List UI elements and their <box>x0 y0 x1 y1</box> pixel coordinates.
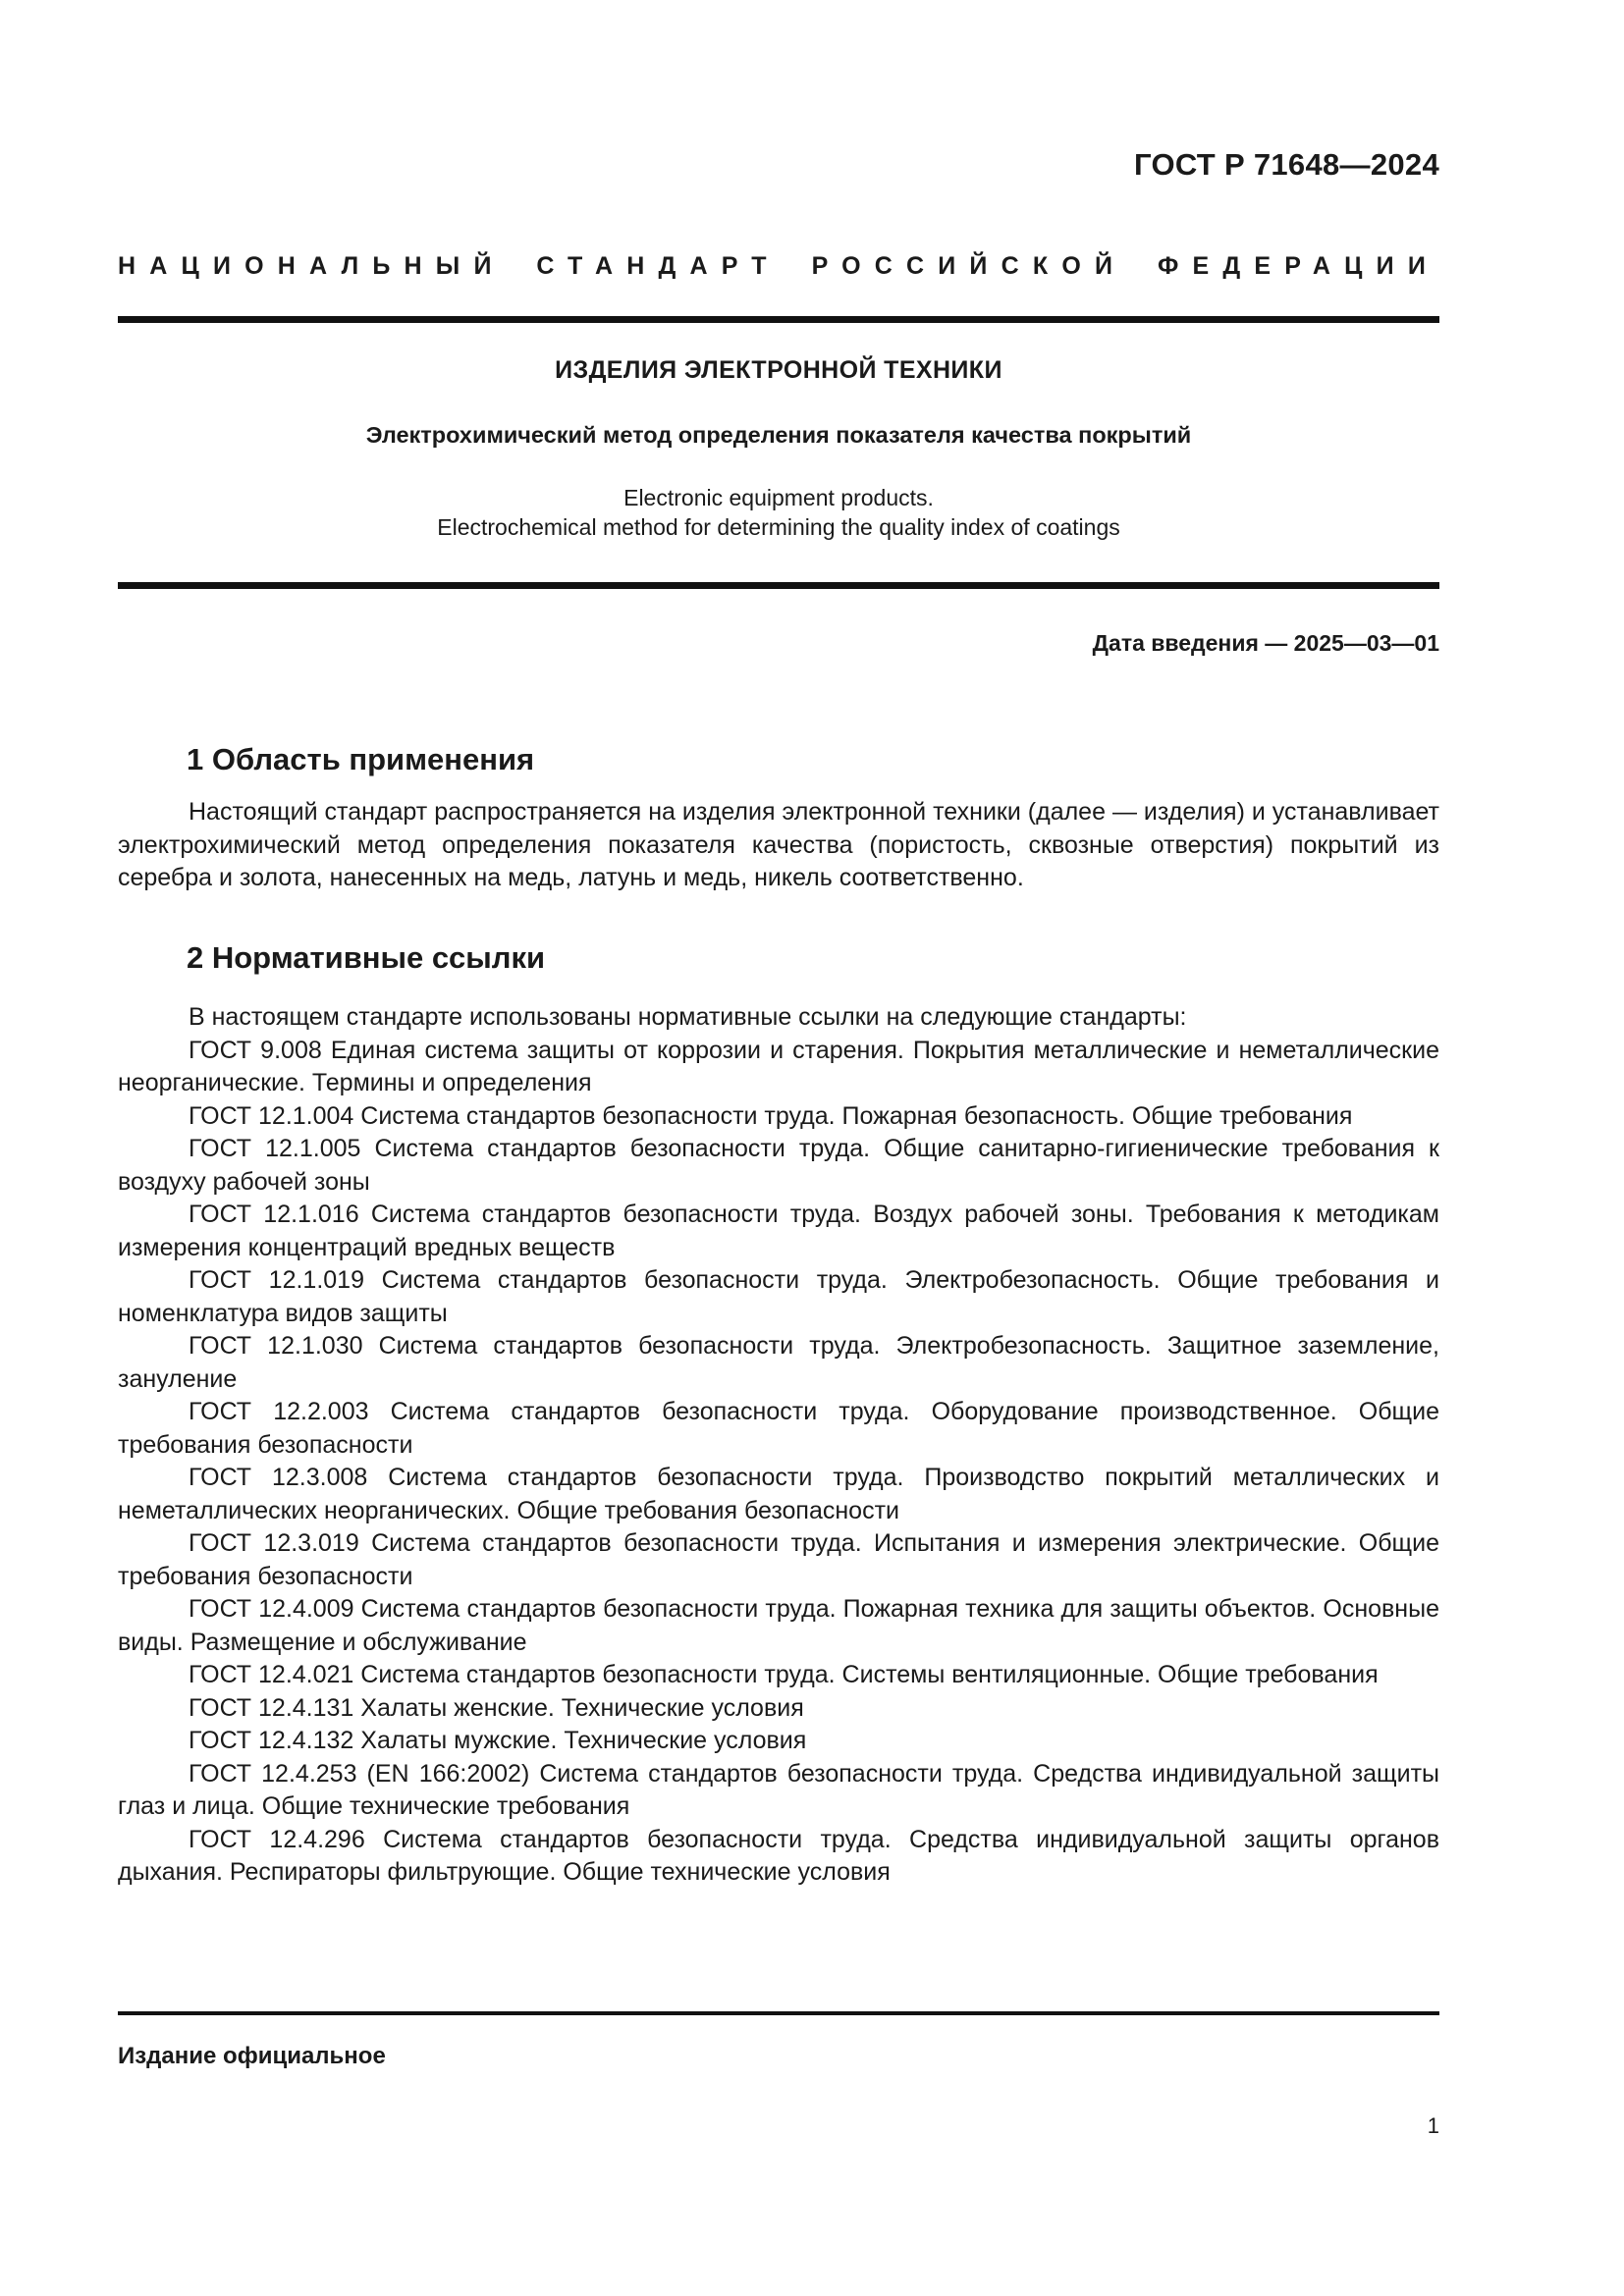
page-number: 1 <box>1427 2113 1439 2138</box>
section-1-paragraph: Настоящий стандарт распространяется на изделия электронной техники (далее — изделия) и устанавливает электрохимический метод определения показателя качества (пористость, сквозные отверстия) покрытий из серебра и золота, нанесенных на медь, латунь и медь, никель соответственно. <box>118 798 1439 891</box>
top-rule <box>118 316 1439 323</box>
reference-item: ГОСТ 12.4.131 Халаты женские. Технические условия <box>189 1693 804 1722</box>
section-1-heading: 1 Область применения <box>187 742 535 776</box>
national-standard-banner: НАЦИОНАЛЬНЫЙ СТАНДАРТ РОССИЙСКОЙ ФЕДЕРАЦИИ <box>118 252 1439 280</box>
official-edition-label: Издание официальное <box>118 2043 386 2069</box>
document-page <box>118 0 1439 2296</box>
reference-item: ГОСТ 12.3.019 Система стандартов безопасности труда. Испытания и измерения электрические. Общие требования безопасности <box>118 1529 1439 1590</box>
section-2-body <box>118 1001 1439 1890</box>
title-bottom-rule <box>118 582 1439 589</box>
introduction-date: Дата введения — 2025—03—01 <box>1092 630 1439 656</box>
section-2-heading: 2 Нормативные ссылки <box>187 940 546 975</box>
section-2-intro: В настоящем стандарте использованы нормативные ссылки на следующие стандарты: <box>189 1003 1187 1031</box>
reference-item: ГОСТ 12.4.296 Система стандартов безопасности труда. Средства индивидуальной защиты органов дыхания. Респираторы фильтрующие. Общие технические условия <box>118 1825 1439 1886</box>
english-title-line-2: Electrochemical method for determining the quality index of coatings <box>437 514 1120 540</box>
reference-item: ГОСТ 12.4.132 Халаты мужские. Технические условия <box>189 1727 807 1754</box>
reference-item: ГОСТ 9.008 Единая система защиты от коррозии и старения. Покрытия металлические и неметаллические неорганические. Термины и определения <box>118 1036 1439 1096</box>
reference-item: ГОСТ 12.1.030 Система стандартов безопасности труда. Электробезопасность. Защитное заземление, зануление <box>118 1332 1439 1393</box>
section-1-body <box>118 796 1439 895</box>
reference-item: ГОСТ 12.3.008 Система стандартов безопасности труда. Производство покрытий металлических и неметаллических неорганических. Общие требования безопасности <box>118 1464 1439 1524</box>
reference-item: ГОСТ 12.1.005 Система стандартов безопасности труда. Общие санитарно-гигиенические требования к воздуху рабочей зоны <box>118 1135 1439 1196</box>
reference-item: ГОСТ 12.4.021 Система стандартов безопасности труда. Системы вентиляционные. Общие требования <box>189 1661 1379 1688</box>
document-subtitle: Электрохимический метод определения показателя качества покрытий <box>365 422 1192 448</box>
reference-item: ГОСТ 12.1.004 Система стандартов безопасности труда. Пожарная безопасность. Общие требования <box>189 1101 1353 1130</box>
reference-item: ГОСТ 12.4.009 Система стандартов безопасности труда. Пожарная техника для защиты объектов. Основные виды. Размещение и обслуживание <box>118 1595 1439 1656</box>
english-title-line-1: Electronic equipment products. <box>623 485 934 510</box>
reference-item: ГОСТ 12.1.019 Система стандартов безопасности труда. Электробезопасность. Общие требования и номенклатура видов защиты <box>118 1266 1439 1327</box>
reference-item: ГОСТ 12.1.016 Система стандартов безопасности труда. Воздух рабочей зоны. Требования к методикам измерения концентраций вредных веществ <box>118 1201 1439 1261</box>
footer-rule <box>118 2011 1439 2015</box>
reference-item: ГОСТ 12.4.253 (EN 166:2002) Система стандартов безопасности труда. Средства индивидуальной защиты глаз и лица. Общие технические требования <box>118 1759 1439 1820</box>
english-title <box>118 483 1439 542</box>
reference-item: ГОСТ 12.2.003 Система стандартов безопасности труда. Оборудование производственное. Общие требования безопасности <box>118 1398 1439 1459</box>
document-title: ИЗДЕЛИЯ ЭЛЕКТРОННОЙ ТЕХНИКИ <box>555 356 1002 384</box>
standard-designation: ГОСТ Р 71648—2024 <box>1134 147 1439 182</box>
